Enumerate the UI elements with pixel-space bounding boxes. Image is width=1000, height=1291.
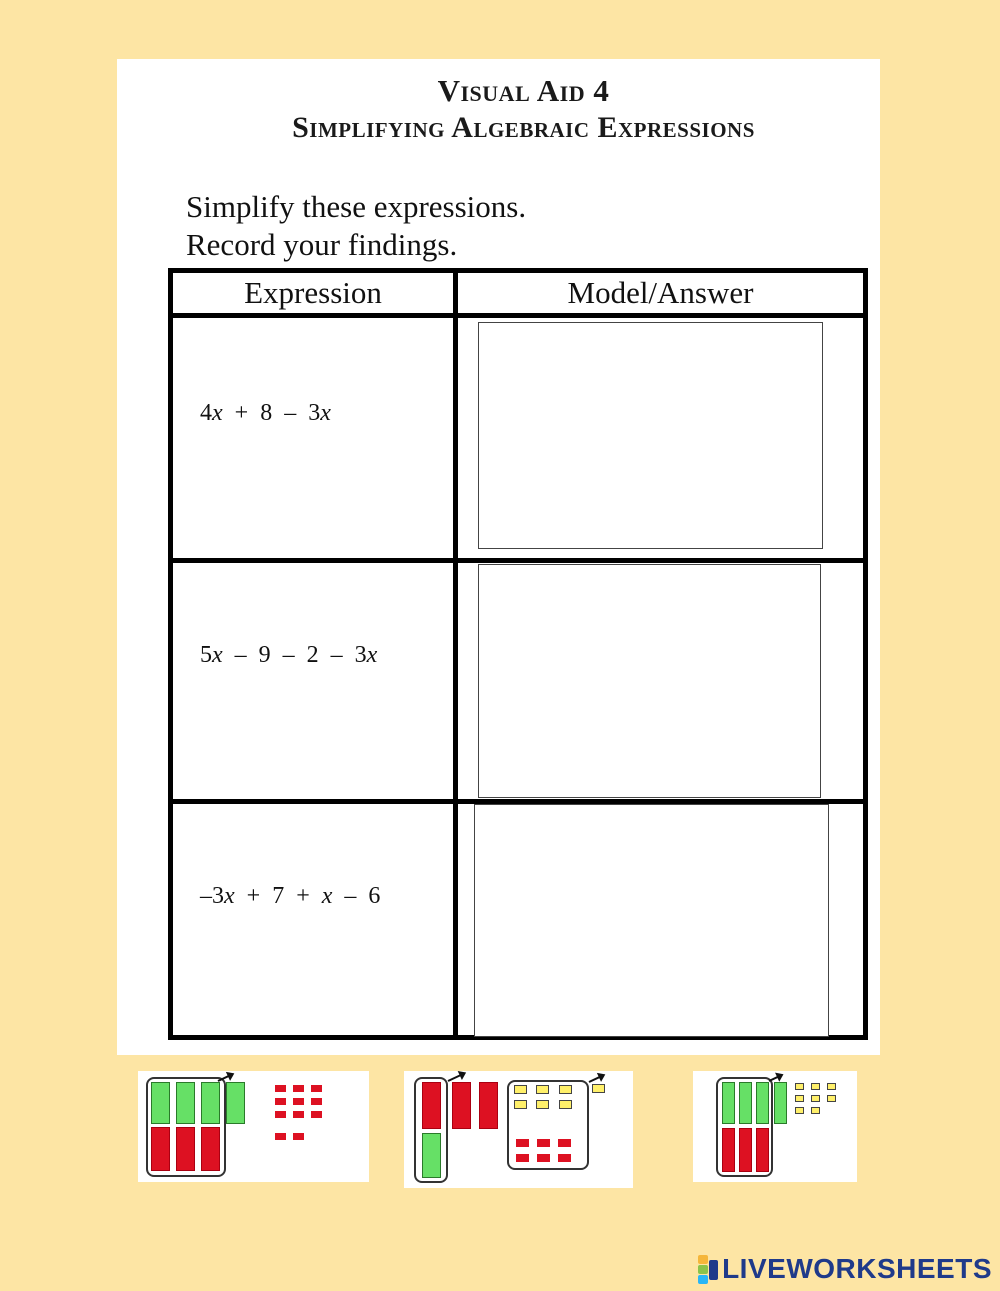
x-tile-positive bbox=[722, 1082, 735, 1124]
column-divider bbox=[453, 273, 458, 1035]
unit-tile-negative bbox=[275, 1111, 286, 1118]
expression-3: –3x + 7 + x – 6 bbox=[200, 883, 381, 909]
unit-tile-negative bbox=[293, 1111, 304, 1118]
unit-tile-positive bbox=[811, 1083, 820, 1090]
unit-tile-negative bbox=[311, 1085, 322, 1092]
unit-tile-negative bbox=[516, 1154, 529, 1162]
x-tile-positive bbox=[176, 1082, 195, 1124]
unit-tile-negative bbox=[275, 1133, 286, 1140]
column-header-expression: Expression bbox=[244, 275, 382, 310]
x-tile-negative bbox=[151, 1127, 170, 1171]
x-tile-negative bbox=[176, 1127, 195, 1171]
liveworksheets-brand[interactable] bbox=[696, 1253, 992, 1285]
unit-tile-positive bbox=[827, 1083, 836, 1090]
unit-tile-negative bbox=[293, 1133, 304, 1140]
unit-tile-negative bbox=[275, 1098, 286, 1105]
expression-1: 4x + 8 – 3x bbox=[200, 400, 331, 426]
column-header-model-answer: Model/Answer bbox=[567, 275, 754, 310]
unit-tile-positive bbox=[592, 1084, 605, 1093]
brand-name: LIVEWORKSHEETS bbox=[722, 1253, 992, 1284]
unit-tile-positive bbox=[536, 1100, 549, 1109]
x-tile-positive bbox=[774, 1082, 787, 1124]
unit-tile-positive bbox=[811, 1095, 820, 1102]
unit-tile-positive bbox=[795, 1107, 804, 1114]
unit-tile-negative bbox=[275, 1085, 286, 1092]
unit-tile-positive bbox=[811, 1107, 820, 1114]
tile-model-option-3[interactable] bbox=[693, 1071, 857, 1182]
unit-tile-positive bbox=[514, 1085, 527, 1094]
unit-tile-negative bbox=[311, 1098, 322, 1105]
unit-tile-positive bbox=[536, 1085, 549, 1094]
x-tile-negative bbox=[722, 1128, 735, 1172]
x-tile-negative bbox=[739, 1128, 752, 1172]
unit-tile-negative bbox=[311, 1111, 322, 1118]
unit-tile-negative bbox=[558, 1139, 571, 1147]
unit-tile-negative bbox=[537, 1139, 550, 1147]
liveworksheets-logo-icon bbox=[696, 1254, 720, 1284]
tile-model-option-2[interactable] bbox=[404, 1071, 633, 1188]
x-tile-negative bbox=[422, 1082, 441, 1129]
answer-box-1[interactable] bbox=[478, 322, 823, 549]
answer-box-2[interactable] bbox=[478, 564, 821, 798]
x-tile-negative bbox=[756, 1128, 769, 1172]
unit-tile-negative bbox=[293, 1098, 304, 1105]
worksheet-subtitle: Simplifying Algebraic Expressions bbox=[292, 111, 755, 144]
unit-tile-negative bbox=[558, 1154, 571, 1162]
x-tile-positive bbox=[739, 1082, 752, 1124]
unit-tile-positive bbox=[559, 1100, 572, 1109]
instruction-line-1: Simplify these expressions. bbox=[186, 189, 527, 224]
unit-tile-negative bbox=[293, 1085, 304, 1092]
unit-tile-negative bbox=[516, 1139, 529, 1147]
arrow-icon bbox=[769, 1075, 781, 1082]
unit-tile-negative bbox=[537, 1154, 550, 1162]
instruction-line-2: Record your findings. bbox=[186, 227, 458, 262]
expression-2: 5x – 9 – 2 – 3x bbox=[200, 642, 378, 668]
answer-box-3[interactable] bbox=[474, 804, 829, 1037]
expression-table bbox=[168, 268, 868, 1040]
x-tile-positive bbox=[756, 1082, 769, 1124]
x-tile-positive bbox=[422, 1133, 441, 1178]
unit-tile-positive bbox=[795, 1083, 804, 1090]
row-divider bbox=[173, 558, 863, 563]
unit-tile-positive bbox=[795, 1095, 804, 1102]
tile-model-option-1[interactable] bbox=[138, 1071, 369, 1182]
x-tile-positive bbox=[201, 1082, 220, 1124]
x-tile-positive bbox=[151, 1082, 170, 1124]
x-tile-negative bbox=[201, 1127, 220, 1171]
unit-tile-positive bbox=[514, 1100, 527, 1109]
unit-tile-positive bbox=[827, 1095, 836, 1102]
header-divider bbox=[173, 313, 863, 318]
x-tile-positive bbox=[226, 1082, 245, 1124]
worksheet-title: Visual Aid 4 bbox=[437, 73, 610, 108]
x-tile-negative bbox=[452, 1082, 471, 1129]
x-tile-negative bbox=[479, 1082, 498, 1129]
unit-tile-positive bbox=[559, 1085, 572, 1094]
arrow-icon bbox=[589, 1075, 603, 1083]
arrow-icon bbox=[448, 1073, 463, 1082]
